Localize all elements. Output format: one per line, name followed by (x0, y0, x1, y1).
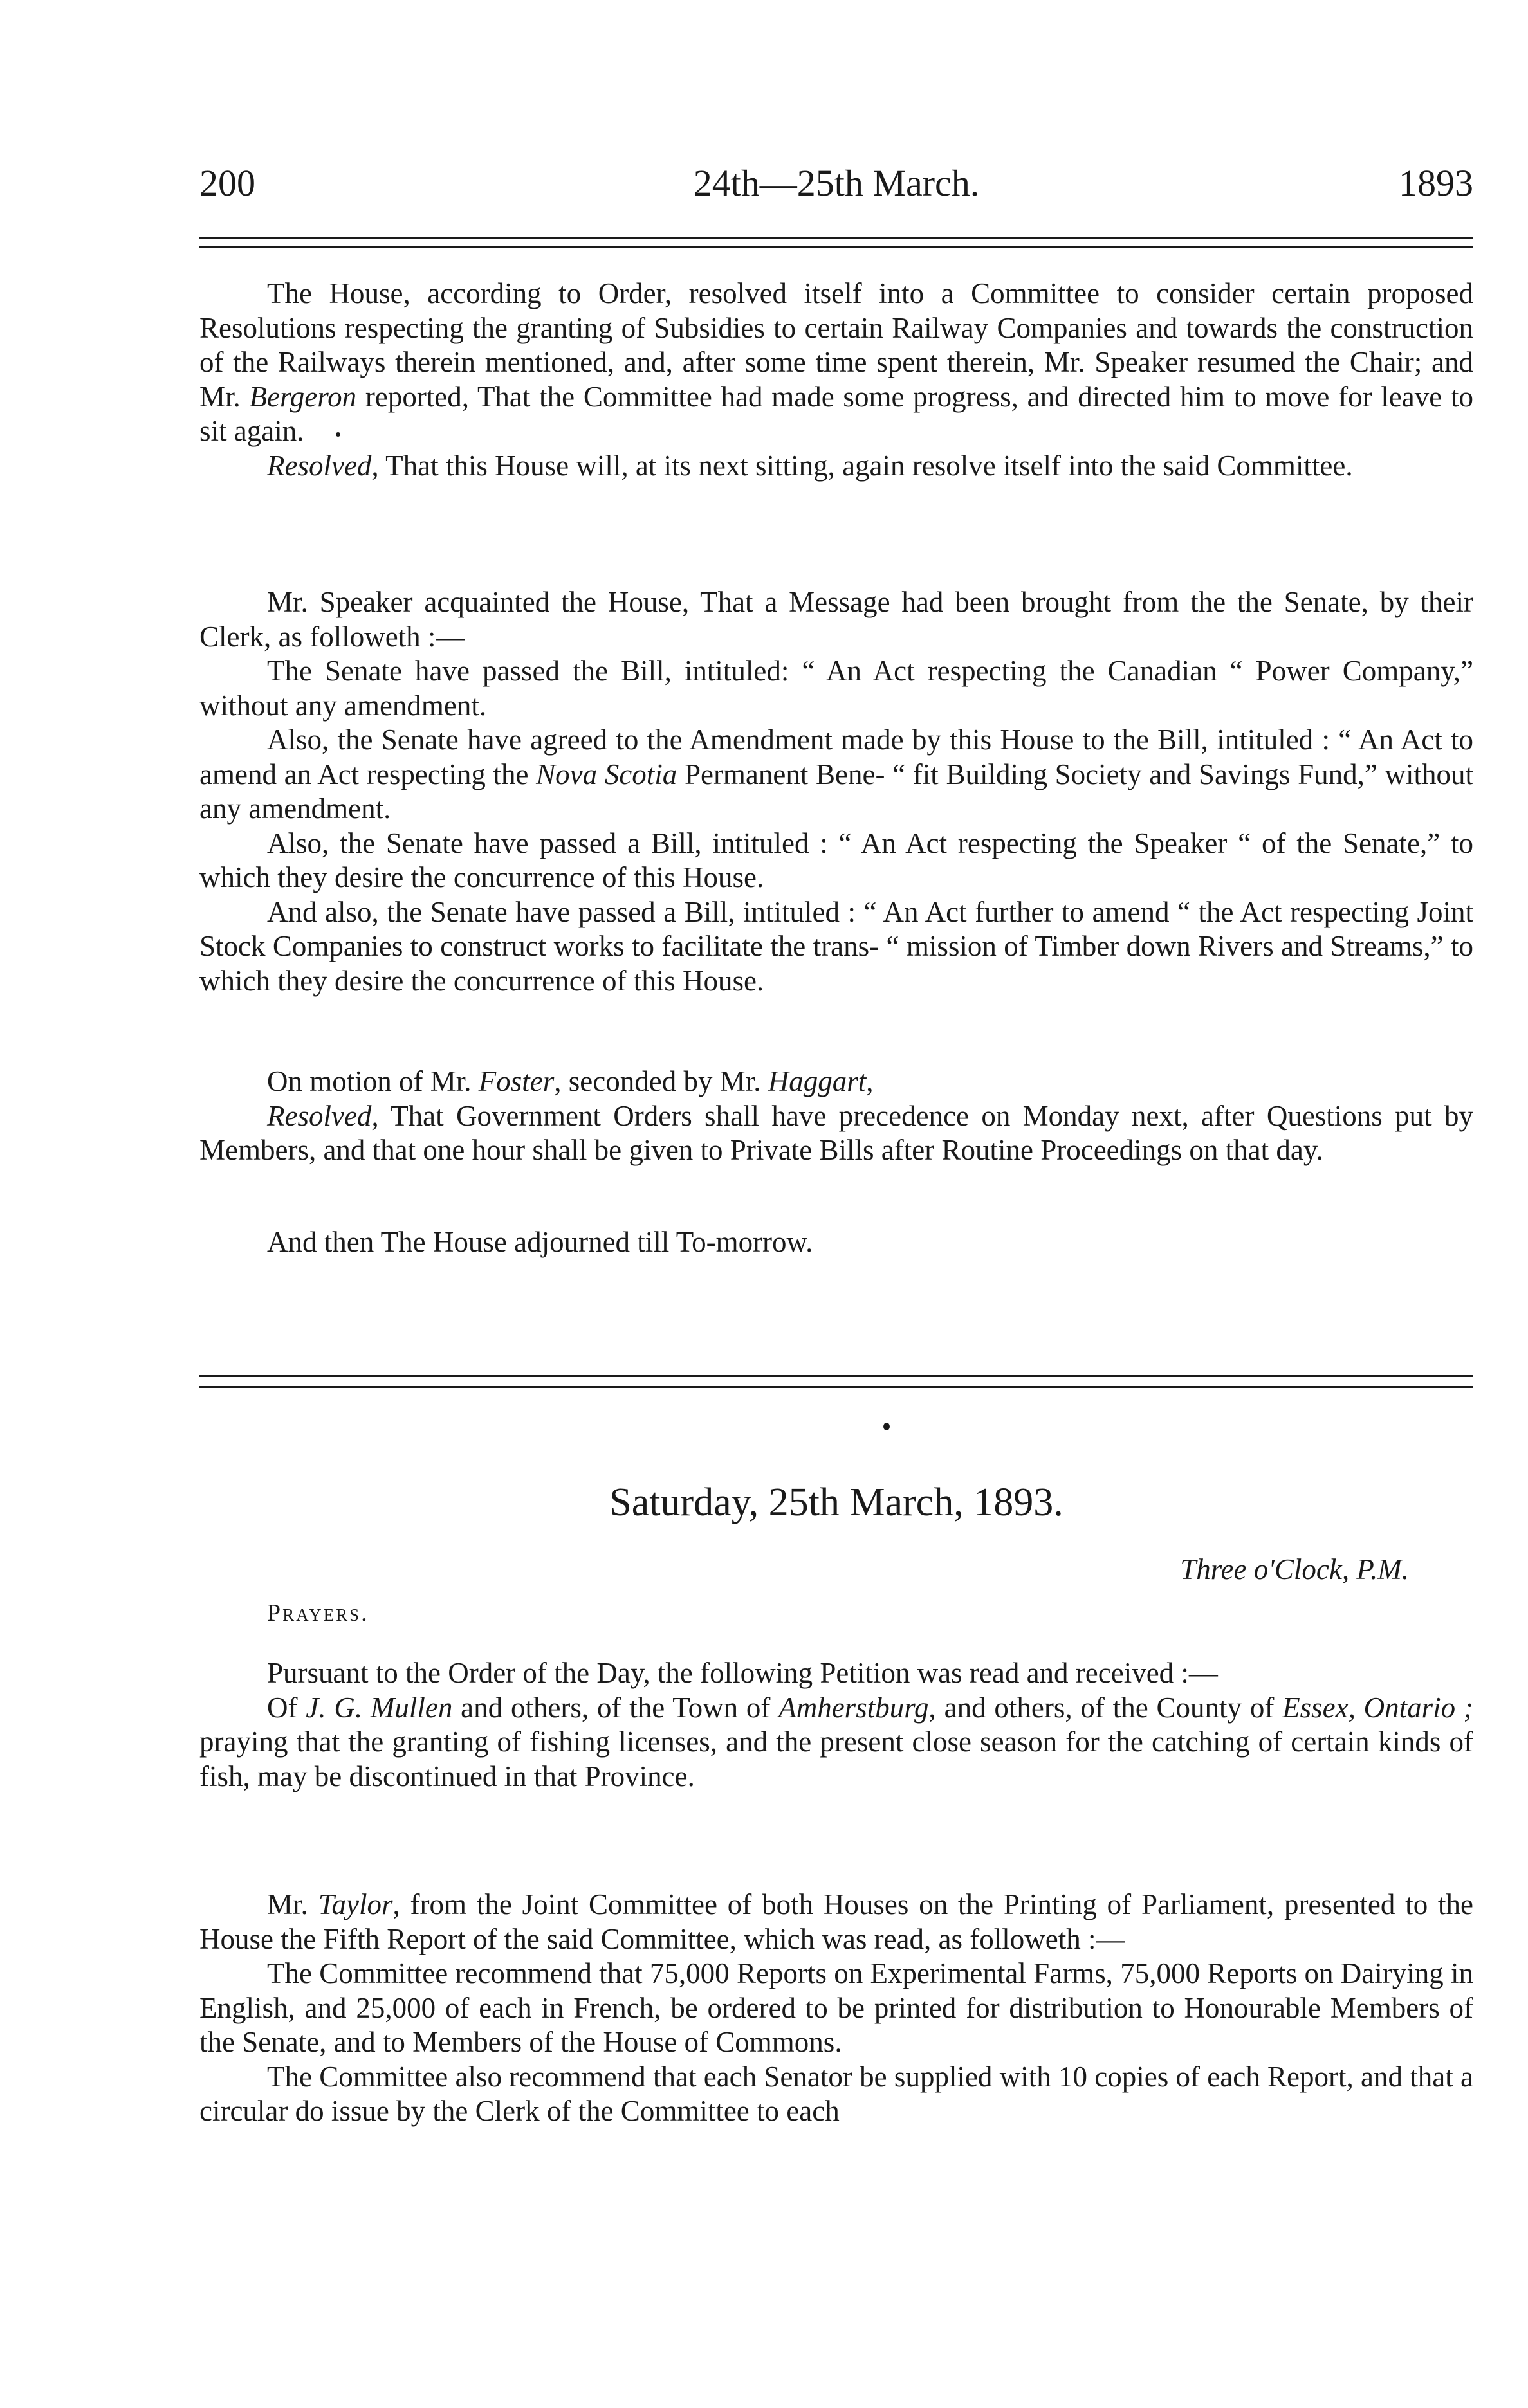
committee-text-continued: reported, That the Committee had made some progress, and directed him to move for leave to sit again. (199, 380, 1473, 447)
seconder-name: Haggart (768, 1065, 867, 1097)
motion-line (199, 1064, 1473, 1099)
petition-intro: Pursuant to the Order of the Day, the following Petition was read and received :— (267, 1657, 1218, 1689)
petition-town: Amherstburg (778, 1691, 929, 1724)
senate-message-intro: Mr. Speaker acquainted the House, That a Message had been brought from the the Senate, by their Clerk, as followeth :— (199, 586, 1473, 653)
petition-text-1: and others, of the Town of (452, 1691, 779, 1724)
prayers-label: Prayers. (267, 1600, 369, 1627)
petition-text-3: praying that the granting of fishing licenses, and the present close season for the catching of certain kinds of fish, may be discontinued in that Province. (199, 1726, 1473, 1792)
motion-middle: , seconded by Mr. (554, 1065, 768, 1097)
printing-report-para-2: The Committee also recommend that each Senator be supplied with 10 copies of each Report, and that a circular do issue by the Clerk of the Committee to each (199, 2060, 1473, 2127)
motion-resolution (199, 1099, 1473, 1168)
item-2-province: Nova Scotia (536, 758, 677, 790)
committee-text: The House, according to Order, resolved itself into a Committee to consider certain proposed Resolutions respecting the granting of Subsidies to certain Railway Companies and towards the construction of the Railways therein mentioned, and, after some time spent therein, Mr. Speaker resumed the Chair; and Mr. (199, 277, 1473, 413)
page-number: 200 (199, 162, 255, 204)
printing-report-intro (199, 1888, 1473, 1957)
day-heading: Saturday, 25th March, 1893. (609, 1481, 1063, 1524)
member-name: Taylor (318, 1888, 393, 1920)
petition-of: Of (267, 1691, 306, 1724)
senate-message-item-2 (199, 723, 1473, 826)
senate-message-item-1: The Senate have passed the Bill, intituled: “ An Act respecting the Canadian “ Power Company,” without any amendment. (199, 655, 1473, 722)
motion-suffix: , (866, 1065, 874, 1097)
printing-report-para-1: The Committee recommend that 75,000 Reports on Experimental Farms, 75,000 Reports on Dairying in English, and 25,000 of each in French, be ordered to be printed for distribution to Honourable Members of the Senate, and to Members of the House of Commons. (199, 1957, 1473, 2058)
resolved-word: Resolved, (267, 1099, 379, 1132)
ornament-dot (883, 1423, 890, 1430)
petition-entry (199, 1656, 1473, 1794)
resolved-word: Resolved, (267, 449, 379, 482)
mover-name: Foster (478, 1065, 555, 1097)
report-intro-text: , from the Joint Committee of both Houses on the Printing of Parliament, presented to the House the Fifth Report of the said Committee, which was read, as followeth :— (199, 1888, 1474, 1955)
committee-subsidies-entry (199, 277, 1473, 483)
resolution-text: That this House will, at its next sitting, again resolve itself into the said Committee. (378, 449, 1353, 482)
section-double-rule (199, 1375, 1473, 1388)
header-year: 1893 (1399, 162, 1473, 204)
motion-prefix: On motion of Mr. (267, 1065, 479, 1097)
petition-county: Essex, Ontario ; (1282, 1691, 1473, 1724)
petition-text-2: , and others, of the County of (928, 1691, 1283, 1724)
printing-report-entry (199, 1888, 1473, 2129)
senate-message-item-4: And also, the Senate have passed a Bill, intituled : “ An Act further to amend “ the Act respecting Joint Stock Companies to construct works to facilitate the trans- “ mission of Timber down Rivers and Streams,” to which they desire the concurrence of this House. (199, 895, 1473, 997)
committee-resolution-paragraph (199, 449, 1473, 484)
senate-message-entry (199, 585, 1473, 998)
reporter-name: Bergeron (249, 380, 357, 413)
motion-entry (199, 1064, 1473, 1168)
senate-message-item-3: Also, the Senate have passed a Bill, intituled : “ An Act respecting the Speaker “ of the Senate,” to which they desire the concurrence of this House. (199, 826, 1473, 893)
committee-report-paragraph (199, 277, 1473, 449)
journal-page (199, 0, 1473, 2408)
report-prefix: Mr. (267, 1888, 318, 1920)
item-2-text: Also, the Senate have agreed to the Amendment made by this House to the Bill, intituled : “ An Act to amend an Act respecting the (199, 724, 1473, 790)
running-header (199, 154, 1473, 212)
header-date-range: 24th—25th March. (693, 162, 980, 204)
petitioner-name: J. G. Mullen (306, 1691, 453, 1724)
item-2-text-continued: Permanent Bene- “ fit Building Society and Savings Fund,” without any amendment. (199, 758, 1474, 825)
sitting-time: Three o'Clock, P.M. (1180, 1553, 1409, 1585)
petition-detail (199, 1691, 1473, 1794)
adjournment-text: And then The House adjourned till To-morrow. (267, 1226, 813, 1258)
motion-resolution-text: That Government Orders shall have precedence on Monday next, after Questions put by Members, and that one hour shall be given to Private Bills after Routine Proceedings on that day. (199, 1099, 1473, 1166)
adjournment-entry (199, 1225, 1473, 1260)
header-double-rule (199, 237, 1473, 248)
